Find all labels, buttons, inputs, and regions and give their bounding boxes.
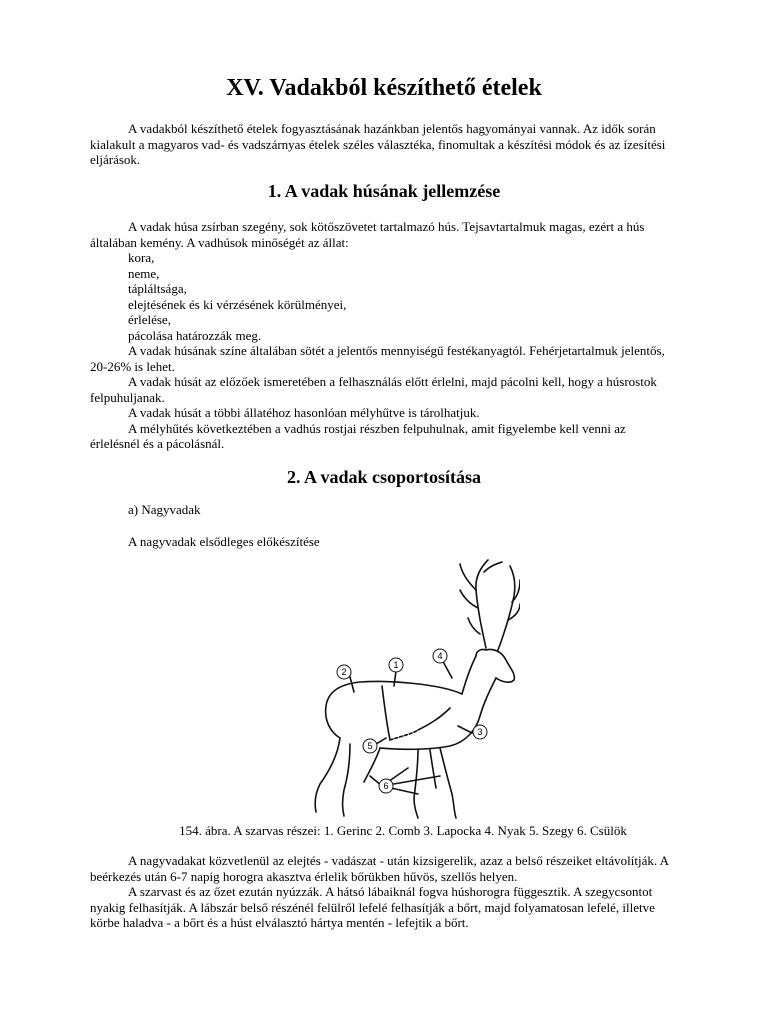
section2-paragraphs [90, 853, 676, 931]
intro-paragraph: A vadakból készíthető ételek fogyasztásának hazánkban jelentős hagyományai vannak. Az idők során kialakult a magyaros vad- és vadszárnyas ételek széles választéka, finomultak a készítési módok és az ízesítési eljárások. [90, 121, 666, 167]
list-item: kora, [128, 250, 155, 265]
list-item: elejtésének és ki vérzésének körülményei, [128, 296, 347, 312]
quality-factors-list [128, 250, 346, 343]
list-item: neme, [128, 265, 160, 281]
section1-heading: 1. A vadak húsának jellemzése [267, 181, 501, 201]
list-item: érlelése, [128, 312, 171, 327]
label-6: 6 [383, 781, 389, 791]
label-3: 3 [477, 727, 483, 737]
subsection-a: a) Nagyvadak [128, 502, 201, 517]
section1-paragraph-3: A vadak húsát az előzőek ismeretében a felhasználás előtt érlelni, majd pácolni kell, hogy a húsrostok felpuhuljanak. [90, 374, 657, 405]
label-4: 4 [437, 651, 443, 661]
section1-paragraph-5: A mélyhűtés következtében a vadhús rostjai részben felpuhulnak, amit figyelembe kell venni az érlelésnél és a pácolásnál. [90, 420, 626, 451]
section1-paragraphs [90, 343, 676, 452]
section2-heading: 2. A vadak csoportosítása [286, 467, 482, 487]
list-item: tápláltsága, [128, 281, 187, 296]
label-5: 5 [367, 741, 373, 751]
section1-paragraph-2: A vadak húsának színe általában sötét a jelentős mennyiségű festékanyagtól. Fehérjetartalmuk jelentős, 20-26% is lehet. [90, 343, 665, 374]
section2-paragraph-1: A nagyvadakat közvetlenül az elejtés - vadászat - után kizsigerelik, azaz a belső részeiket eltávolítják. A beérkezés után 6-7 napig horogra akasztva érlelik bőrükben hűvös, szellős helyen. [90, 853, 669, 884]
figure-caption: 154. ábra. A szarvas részei: 1. Gerinc 2. Comb 3. Lapocka 4. Nyak 5. Szegy 6. Csülök [179, 823, 627, 838]
deer-illustration [290, 550, 520, 820]
section2-paragraph-2: A szarvast és az őzet ezután nyúzzák. A hátsó lábaiknál fogva húshorogra függesztik. A szegycsontot nyakig felhasítják. A lábszár belső részénél felülről lefelé felhasítják a bőrt, majd folyamatosan lefelé, illetve körbe haladva - a bőrt és a húst elválasztó hártya mentén - lefejtik a bőrt. [90, 884, 655, 930]
label-2: 2 [341, 667, 347, 677]
section1-paragraph-1: A vadak húsa zsírban szegény, sok kötőszövetet tartalmazó hús. Tejsavtartalmuk magas, ezért a hús általában kemény. A vadhúsok minőségét az állat: [90, 219, 645, 250]
list-item: pácolása határozzák meg. [128, 327, 262, 343]
subsection-title: A nagyvadak elsődleges előkészítése [128, 534, 320, 549]
page-title: XV. Vadakból készíthető ételek [226, 75, 542, 101]
section1-paragraph-4: A vadak húsát a többi állatéhoz hasonlóan mélyhűtve is tárolhatjuk. [128, 405, 480, 420]
label-1: 1 [393, 660, 399, 670]
